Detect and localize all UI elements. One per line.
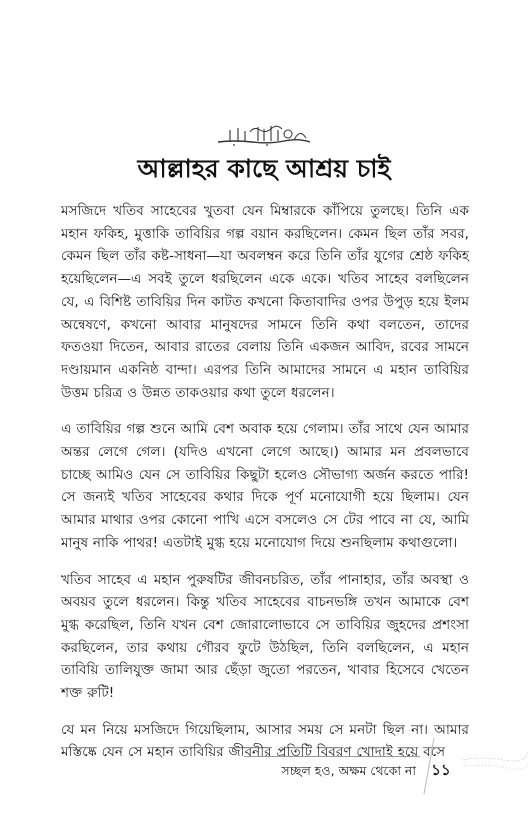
paragraph-2: এ তাবিয়ির গল্প শুনে আমি বেশ অবাক হয়ে গেলাম। তাঁর সাথে যেন আমার অন্তর লেগে গেল। (যদিও এখনো লেগে আছে।) আমার মন প্রবলভাবে চাচ্ছে আমিও যেন সে তাবিয়ির কিছুটা হলেও সৌভাগ্য অর্জন করতে পারি! সে জন্যই খতিব সাহেবের কথার দিকে পূর্ণ মনোযোগী হয়ে ছিলাম। যেন আমার মাথার ওপর কোনো পাখি এসে বসলেও সে টের পাবে না যে, আমি মানুষ নাকি পাথর! এতটাই মুগ্ধ হয়ে মনোযোগ দিয়ে শুনছিলাম কথাগুলো। — [61, 421, 469, 551]
footer-divider — [244, 756, 420, 757]
running-footer-title: সচ্ছল হও, অক্ষম থেকো না — [281, 763, 416, 778]
bismillah-calligraphy-icon — [214, 122, 314, 148]
paragraph-4: যে মন নিয়ে মসজিদে গিয়েছিলাম, আসার সময় সে মনটা ছিল না। আমার মস্তিষ্কে যেন সে মহান তাবিয়ির জীবনীর প্রতিটি বিবরণ খোদাই হয়ে বসে — [61, 721, 469, 761]
chapter-title: আল্লাহর কাছে আশ্রয় চাই — [137, 154, 391, 183]
paragraph-1: মসজিদে খতিব সাহেবের খুতবা যেন মিম্বারকে কাঁপিয়ে তুলছে। তিনি এক মহান ফকিহ, মুত্তাকি তাবিয়ির গল্প বয়ান করছিলেন। কেমন ছিল তাঁর সবর, কেমন ছিল তাঁর কষ্ট-সাধনা—যা অবলম্বন করে তিনি তাঁর যুগের শ্রেষ্ঠ ফকিহ হয়েছিলেন—এ সবই তুলে ধরছিলেন একে একে। খতিব সাহেব বলছিলেন যে, এ বিশিষ্ট তাবিয়ির দিন কাটত কখনো কিতাবাদির ওপর উপুড় হয়ে ইলম অন্বেষণে, কখনো আবার মানুষদের সামনে তিনি কথা বলতেন, তাদের ফতওয়া দিতেন, আবার রাতের বেলায় তিনি একজন আবিদ, রবের সামনে দণ্ডায়মান একনিষ্ঠ বান্দা। এরপর তিনি আমাদের সামনে এ মহান তাবিয়ির উত্তম চরিত্র ও উন্নত তাকওয়ার কথা তুলে ধরলেন। — [61, 203, 469, 401]
chapter-body — [61, 200, 469, 778]
page-number: ১১ — [431, 761, 451, 779]
paragraph-3: খতিব সাহেব এ মহান পুরুষটির জীবনচরিত, তাঁর পানাহার, তাঁর অবস্থা ও অবয়ব তুলে ধরলেন। কিন্তু খতিব সাহেবের বাচনভঙ্গি তখন আমাকে বেশ মুগ্ধ করেছিল, তিনি যখন বেশ জোরালোভাবে সে তাবিয়ির জুহদের প্রশংসা করছিলেন, তার কথায় গৌরব ফুটে উঠছিল, তিনি বলছিলেন, এ মহান তাবিয়ি তালিযুক্ত জামা আর ছেঁড়া জুতো পরতেন, খাবার হিসেবে খেতেন শক্ত রুটি! — [61, 571, 469, 702]
footer-ornament-icon — [404, 730, 528, 800]
